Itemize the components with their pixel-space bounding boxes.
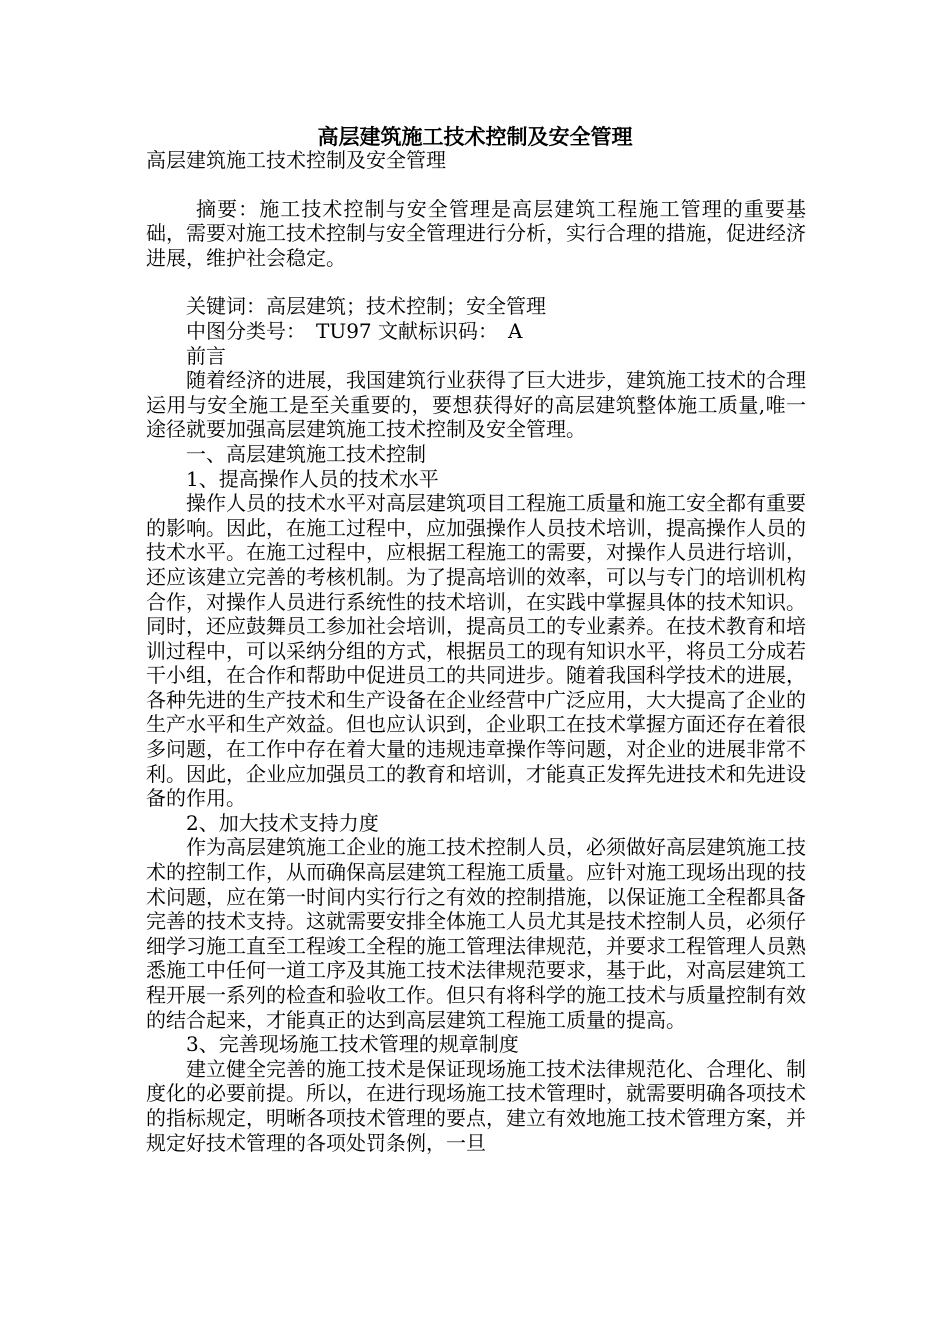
- sub1-paragraph: 操作人员的技术水平对高层建筑项目工程施工质量和施工安全都有重要的影响。因此，在施工过程中，应加强操作人员技术培训，提高操作人员的技术水平。在施工过程中，应根据工程施工的需要，对操作人员进行培训，还应该建立完善的考核机制。为了提高培训的效率，可以与专门的培训机构合作，对操作人员进行系统性的技术培训，在实践中掌握具体的技术知识。同时，还应鼓舞员工参加社会培训，提高员工的专业素养。在技术教育和培训过程中，可以采纳分组的方式，根据员工的现有知识水平，将员工分成若干小组，在合作和帮助中促进员工的共同进步。随着我国科学技术的进展，各种先进的生产技术和生产设备在企业经营中广泛应用，大大提高了企业的生产水平和生产效益。但也应认识到，企业职工在技术掌握方面还存在着很多问题，在工作中存在着大量的违规违章操作等问题，对企业的进展非常不利。因此，企业应加强员工的教育和培训，才能真正发挥先进技术和先进设备的作用。: [146, 491, 806, 811]
- sub2-paragraph: 作为高层建筑施工企业的施工技术控制人员，必须做好高层建筑施工技术的控制工作，从而确保高层建筑工程施工质量。应针对施工现场出现的技术问题，应在第一时间内实行行之有效的控制措施，以保证施工全程都具备完善的技术支持。这就需要安排全体施工人员尤其是技术控制人员，必须仔细学习施工直至工程竣工全程的施工管理法律规范，并要求工程管理人员熟悉施工中任何一道工序及其施工技术法律规范要求，基于此，对高层建筑工程开展一系列的检查和验收工作。但只有将科学的施工技术与质量控制有效的结合起来，才能真正的达到高层建筑工程施工质量的提高。: [146, 835, 806, 1032]
- sub1-heading: 1、提高操作人员的技术水平: [186, 466, 439, 491]
- spacer: [146, 270, 806, 294]
- preface-paragraph: 随着经济的进展，我国建筑行业获得了巨大进步，建筑施工技术的合理运用与安全施工是至关重要的，要想获得好的高层建筑整体施工质量,唯一途径就要加强高层建筑施工技术控制及安全管理。: [146, 368, 806, 442]
- sub2-heading: 2、加大技术支持力度: [186, 810, 379, 835]
- document-title: 高层建筑施工技术控制及安全管理: [317, 124, 633, 149]
- sub3-heading: 3、完善现场施工技术管理的规章制度: [186, 1032, 519, 1057]
- sub3-paragraph: 建立健全完善的施工技术是保证现场施工技术法律规范化、合理化、制度化的必要前提。所以，在进行现场施工技术管理时，就需要明确各项技术的指标规定，明晰各项技术管理的要点，建立有效地施工技术管理方案，并规定好技术管理的各项处罚条例，一旦: [146, 1056, 806, 1155]
- document-body: [146, 148, 806, 1155]
- abstract-paragraph: 摘要：施工技术控制与安全管理是高层建筑工程施工管理的重要基础，需要对施工技术控制与安全管理进行分析，实行合理的措施，促进经济进展，维护社会稳定。: [146, 196, 806, 270]
- section1-heading: 一、高层建筑施工技术控制: [186, 441, 426, 466]
- keywords-line: 关键词：高层建筑；技术控制；安全管理: [186, 294, 546, 319]
- classification-line: 中图分类号： TU97 文献标识码： A: [186, 318, 523, 343]
- document-subtitle: 高层建筑施工技术控制及安全管理: [146, 148, 446, 172]
- spacer: [146, 173, 806, 197]
- preface-heading: 前言: [186, 343, 226, 368]
